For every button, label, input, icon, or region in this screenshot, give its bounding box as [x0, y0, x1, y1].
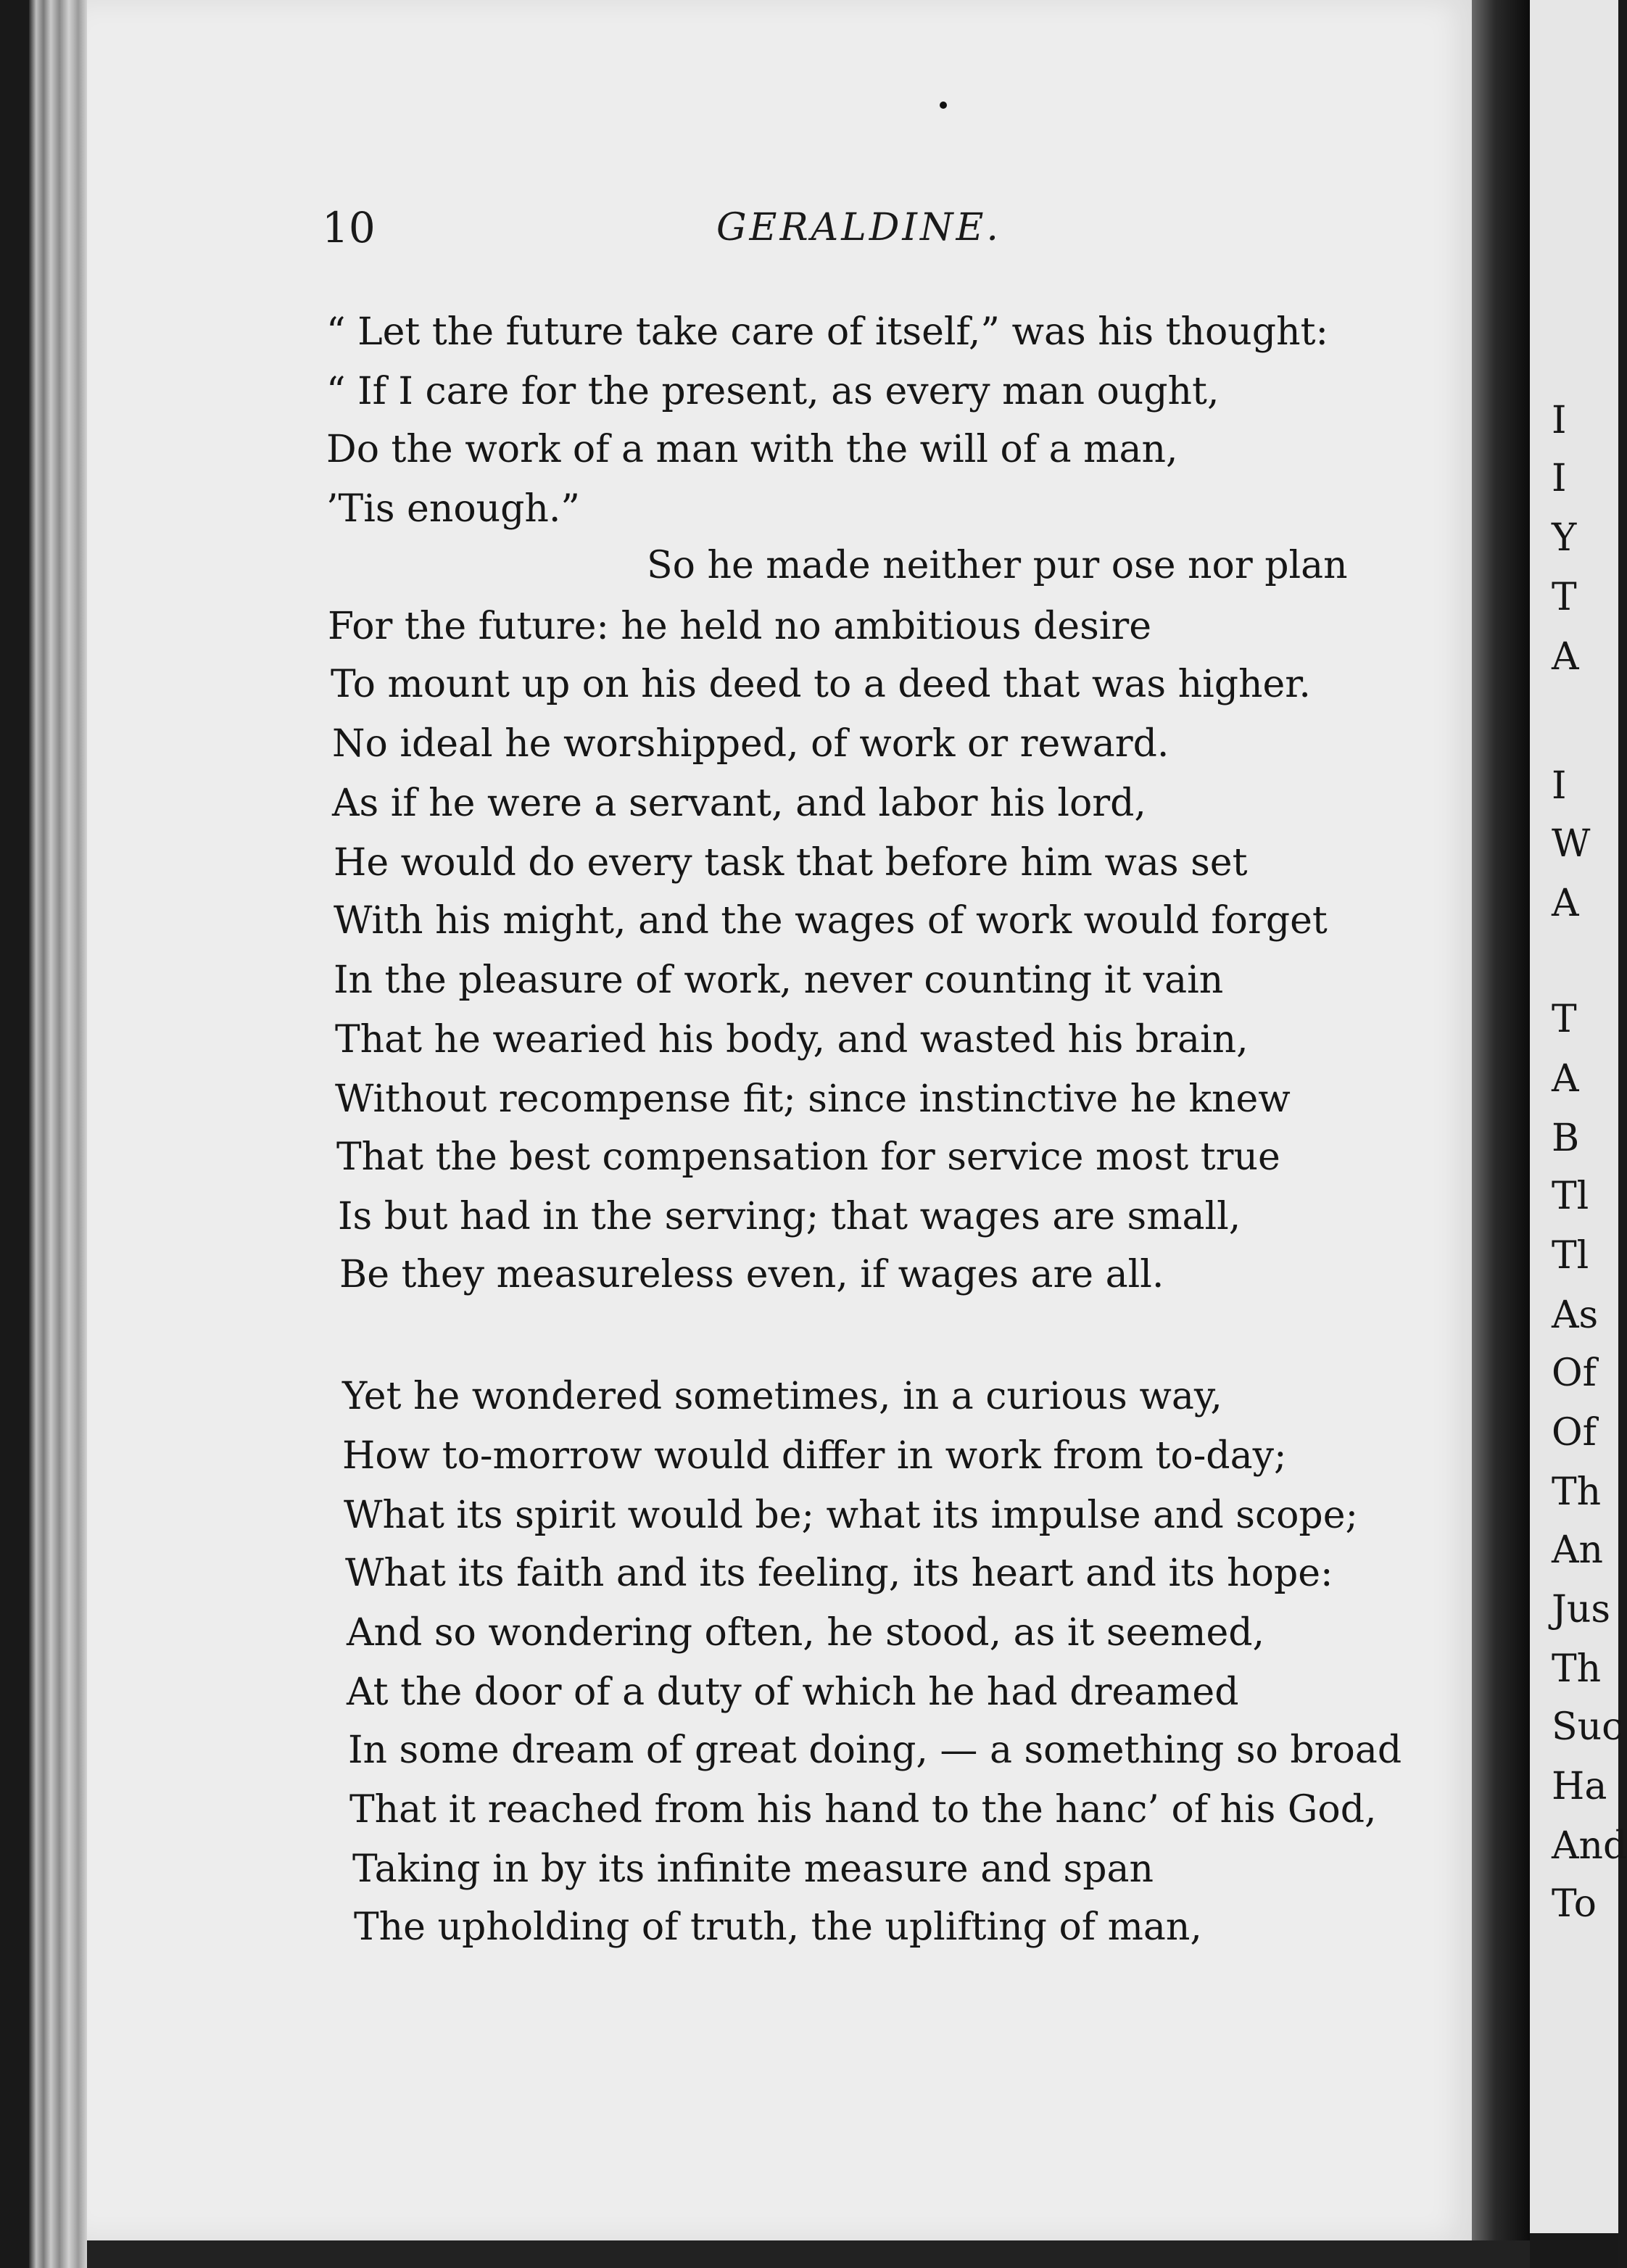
next-page-fragment: To	[1552, 1882, 1597, 1926]
verse-line: No ideal he worshipped, of work or reward.	[332, 722, 1169, 766]
next-page-fragment: Th	[1552, 1647, 1602, 1691]
next-page-fragment: Jus	[1552, 1588, 1611, 1631]
next-page-fragment: An	[1552, 1528, 1604, 1572]
next-page-fragment: I	[1552, 457, 1567, 500]
next-page-fragment: Tl	[1552, 1175, 1589, 1218]
verse-line: That it reached from his hand to the hanc’ of his God,	[349, 1788, 1377, 1832]
running-head: GERALDINE.	[716, 206, 1001, 249]
verse-line: What its spirit would be; what its impulse and scope;	[344, 1494, 1358, 1537]
next-page-fragment: Tl	[1552, 1234, 1589, 1278]
verse-line: Without recompense fit; since instinctive he knew	[335, 1077, 1291, 1121]
verse-line: As if he were a servant, and labor his lord,	[332, 782, 1146, 825]
verse-line: At the door of a duty of which he had dreamed	[347, 1671, 1239, 1714]
verse-line: How to-morrow would differ in work from to-day;	[342, 1434, 1287, 1478]
verse-line: He would do every task that before him was set	[334, 841, 1248, 885]
verse-line: And so wondering often, he stood, as it seemed,	[347, 1611, 1265, 1655]
next-page-fragment: Th	[1552, 1470, 1602, 1514]
next-page-fragment: A	[1552, 882, 1579, 925]
next-page-fragment: Of	[1552, 1411, 1597, 1454]
verse-line: With his might, and the wages of work would forget	[334, 899, 1328, 943]
next-page-fragment: A	[1552, 1057, 1579, 1101]
next-page-fragment: T	[1552, 576, 1577, 619]
next-page-fragment: As	[1552, 1294, 1599, 1337]
verse-line: In some dream of great doing, — a something so broad	[348, 1729, 1402, 1772]
next-page-fragment: And	[1552, 1824, 1627, 1868]
verse-line: For the future: he held no ambitious desire	[328, 605, 1152, 648]
next-page-fragment: T	[1552, 998, 1577, 1041]
next-page-fragment: Y	[1552, 516, 1577, 560]
page-number: 10	[322, 203, 376, 252]
verse-line: Taking in by its infinite measure and span	[352, 1847, 1154, 1891]
verse-line: What its faith and its feeling, its heart and its hope:	[345, 1552, 1333, 1595]
next-page-fragment: Of	[1552, 1352, 1597, 1395]
next-page-fragment: Ha	[1552, 1765, 1607, 1808]
verse-line: So he made neither pur ose nor plan	[647, 544, 1348, 587]
verse-line: To mount up on his deed to a deed that was higher.	[331, 663, 1311, 706]
next-page-fragment: I	[1552, 764, 1567, 808]
verse-line: Is but had in the serving; that wages are small,	[338, 1195, 1241, 1238]
verse-line: “ If I care for the present, as every man ought,	[326, 370, 1220, 413]
verse-line: The upholding of truth, the uplifting of man,	[354, 1905, 1202, 1949]
verse-line: That he wearied his body, and wasted his brain,	[335, 1018, 1249, 1061]
verse-line: Do the work of a man with the will of a man,	[326, 428, 1178, 471]
next-page-fragment: A	[1552, 635, 1579, 679]
verse-line: ’Tis enough.”	[326, 487, 581, 531]
next-page-fragment: I	[1552, 399, 1567, 442]
verse-line: In the pleasure of work, never counting it vain	[334, 959, 1224, 1002]
next-page-fragment: W	[1552, 822, 1591, 866]
next-page-fragment: B	[1552, 1117, 1580, 1160]
verse-line: Yet he wondered sometimes, in a curious way,	[342, 1375, 1222, 1418]
next-page-fragment: Suc	[1552, 1705, 1623, 1749]
verse-line: Be they measureless even, if wages are all.	[339, 1253, 1164, 1296]
verse-line: “ Let the future take care of itself,” was his thought:	[326, 310, 1328, 354]
verse-line: That the best compensation for service most true	[336, 1135, 1280, 1179]
